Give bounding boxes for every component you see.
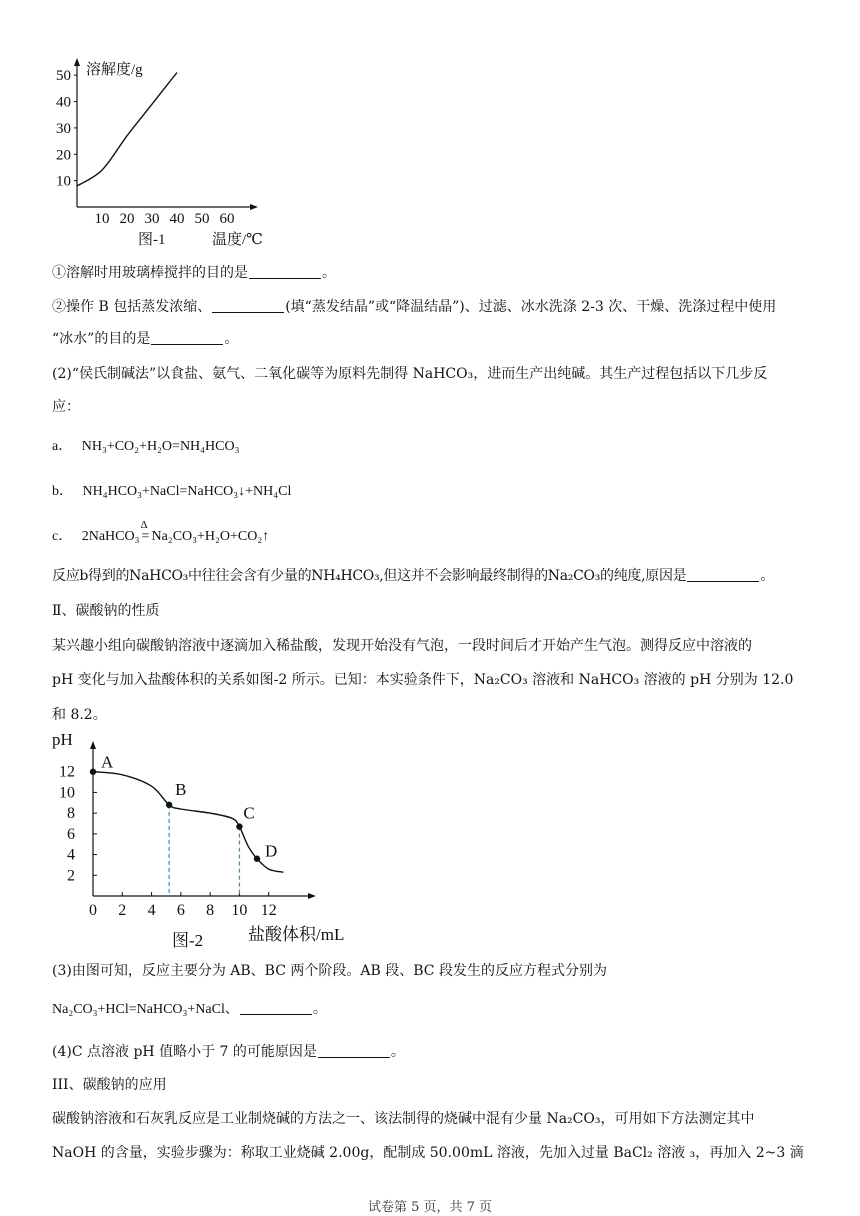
x-tick-label: 12 [260, 902, 277, 919]
q1-item-2-cont [52, 329, 238, 349]
y-tick-label: 10 [59, 784, 75, 802]
q1-item-2-text-c: “冰水”的目的是 [52, 331, 151, 347]
answer-blank[interactable] [240, 1000, 312, 1015]
section-3-paragraph-1 [52, 1109, 754, 1129]
answer-blank[interactable] [249, 264, 321, 279]
y-tick-label: 12 [59, 763, 75, 781]
y-tick-label: 20 [56, 147, 71, 164]
x-tick-label: 2 [118, 902, 127, 919]
q4-end: 。 [390, 1044, 405, 1060]
x-tick-label: 10 [231, 902, 248, 919]
reaction-a-equation: NH₃+CO₂+H₂O=NH₄HCO₃ [81, 439, 240, 454]
x-tick-label: 10 [94, 211, 110, 227]
point-a [90, 769, 96, 775]
q2-intro-text-2: 应： [52, 399, 80, 415]
q1-item-2-text-b: (填“蒸发结晶”或“降温结晶”)、过滤、冰水洗涤 2-3 次、干燥、洗涤过程中使用 [285, 299, 777, 315]
y-tick-label: 2 [67, 867, 75, 885]
x-tick-label: 40 [169, 211, 185, 227]
figure-2-ph-chart [44, 728, 374, 950]
q3-equation-line [52, 1000, 327, 1020]
figure-2-caption: 图-2 [172, 931, 204, 950]
x-axis-arrow [250, 204, 258, 210]
y-tick-label: 50 [56, 68, 71, 85]
section-3-title [52, 1075, 167, 1095]
x-tick-label: 4 [147, 902, 156, 919]
x-axis-label: 温度/℃ [212, 232, 263, 248]
q1-item-1-text: ①溶解时用玻璃棒搅拌的目的是 [52, 265, 248, 281]
reaction-c-products: Na₂CO₃+H₂O+CO₂↑ [151, 529, 270, 544]
y-axis-arrow [74, 58, 80, 66]
section-2-paragraph-3 [52, 705, 107, 725]
q1-item-2-end: 。 [224, 331, 239, 347]
point-label-a: A [101, 752, 114, 772]
x-axis-label: 盐酸体积/mL [248, 925, 345, 944]
answer-blank[interactable] [212, 298, 284, 313]
point-b [166, 802, 172, 808]
answer-blank[interactable] [151, 330, 223, 345]
q1-item-1-end: 。 [322, 265, 336, 281]
q4-text: (4)C 点溶液 pH 值略小于 7 的可能原因是 [52, 1044, 317, 1060]
y-axis-label: 溶解度/g [86, 62, 143, 78]
x-tick-label: 20 [119, 211, 135, 227]
figure-1-caption: 图-1 [138, 232, 166, 248]
y-axis-arrow [90, 741, 96, 749]
reaction-a [52, 437, 239, 457]
q1-item-2 [52, 297, 776, 317]
section-2-heading: Ⅱ、碳酸钠的性质 [52, 603, 160, 619]
section-2-paragraph-2 [52, 670, 793, 690]
point-label-c: C [243, 803, 255, 823]
answer-blank[interactable] [318, 1043, 390, 1058]
point-label-b: B [175, 779, 187, 799]
reaction-b [52, 482, 291, 502]
section-3-heading: III、碳酸钠的应用 [52, 1077, 167, 1093]
q2-reason-end: 。 [760, 568, 775, 584]
q2-reason [52, 566, 774, 586]
answer-blank[interactable] [687, 567, 759, 582]
section-3-text-2: NaOH 的含量，实验步骤为：称取工业烧碱 2.00g，配制成 50.00mL 溶液，先加入过量 BaCl₂ 溶液 ₃，再加入 2~3 滴 [52, 1145, 804, 1161]
point-c [236, 823, 242, 829]
heat-equals-sign: Δ = [139, 527, 151, 547]
section-2-title [52, 601, 160, 621]
q2-intro-text: (2)“侯氏制碱法”以食盐、氨气、二氧化碳等为原料先制得 NaHCO₃，进而生产出纯碱。其生产过程包括以下几步反 [52, 366, 768, 382]
reaction-b-label: b． [52, 484, 73, 499]
section-2-text-1: 某兴趣小组向碳酸钠溶液中逐滴加入稀盐酸，发现开始没有气泡，一段时间后才开始产生气泡。测得反应中溶液的 [52, 638, 752, 654]
x-tick-label: 60 [219, 211, 235, 227]
y-tick-label: 30 [56, 120, 71, 137]
x-axis-arrow [308, 893, 316, 899]
point-d [254, 856, 260, 862]
q3-end: 。 [312, 1002, 327, 1017]
y-tick-label: 4 [67, 846, 75, 864]
reaction-c-reactant: 2NaHCO₃ [81, 529, 140, 544]
y-tick-label: 6 [67, 825, 75, 843]
q4-line [52, 1042, 405, 1062]
q3-equation: Na₂CO₃+HCl=NaHCO₃+NaCl [52, 1002, 225, 1017]
q3-line-1 [52, 961, 607, 981]
reaction-c-label: c． [52, 529, 73, 544]
q2-reason-text: 反应b得到的NaHCO₃中往往会含有少量的NH₄HCO₃,但这并不会影响最终制得的Na₂CO₃的纯度,原因是 [52, 568, 687, 584]
q3-separator: 、 [224, 1002, 239, 1017]
page-number: 试卷第 5 页，共 7 页 [367, 1200, 493, 1215]
y-axis-label: pH [52, 730, 73, 749]
point-label-d: D [265, 841, 278, 861]
y-tick-label: 8 [67, 805, 75, 823]
figure-1-solubility-chart [40, 52, 300, 252]
q2-intro-line-1 [52, 364, 767, 384]
q1-item-2-text-a: ②操作 B 包括蒸发浓缩、 [52, 299, 212, 315]
y-tick-label: 10 [56, 173, 71, 190]
x-tick-label: 50 [194, 211, 210, 227]
section-2-paragraph-1 [52, 636, 752, 656]
solubility-curve [77, 73, 177, 186]
x-tick-label: 8 [206, 902, 215, 919]
reaction-b-equation: NH₄HCO₃+NaCl=NaHCO₃↓+NH₄Cl [82, 484, 292, 499]
x-tick-label: 6 [176, 902, 185, 919]
x-tick-label: 30 [144, 211, 160, 227]
section-2-text-2: pH 变化与加入盐酸体积的关系如图-2 所示。已知：本实验条件下，Na₂CO₃ 溶液和 NaHCO₃ 溶液的 pH 分别为 12.0 [52, 672, 794, 688]
section-3-paragraph-2 [52, 1143, 804, 1163]
q3-text: (3)由图可知，反应主要分为 AB、BC 两个阶段。AB 段、BC 段发生的反应方程式分别为 [52, 963, 607, 979]
reaction-c [52, 519, 270, 547]
section-2-text-3: 和 8.2。 [52, 707, 107, 723]
page-footer [0, 1196, 860, 1215]
reaction-a-label: a． [52, 439, 73, 454]
q1-item-1 [52, 263, 336, 283]
y-tick-label: 40 [56, 94, 71, 111]
q2-intro-line-2 [52, 397, 80, 417]
section-3-text-1: 碳酸钠溶液和石灰乳反应是工业制烧碱的方法之一、该法制得的烧碱中混有少量 Na₂CO₃，可用如下方法测定其中 [52, 1111, 755, 1127]
x-tick-label: 0 [89, 902, 97, 919]
delta-symbol: Δ [140, 519, 148, 531]
